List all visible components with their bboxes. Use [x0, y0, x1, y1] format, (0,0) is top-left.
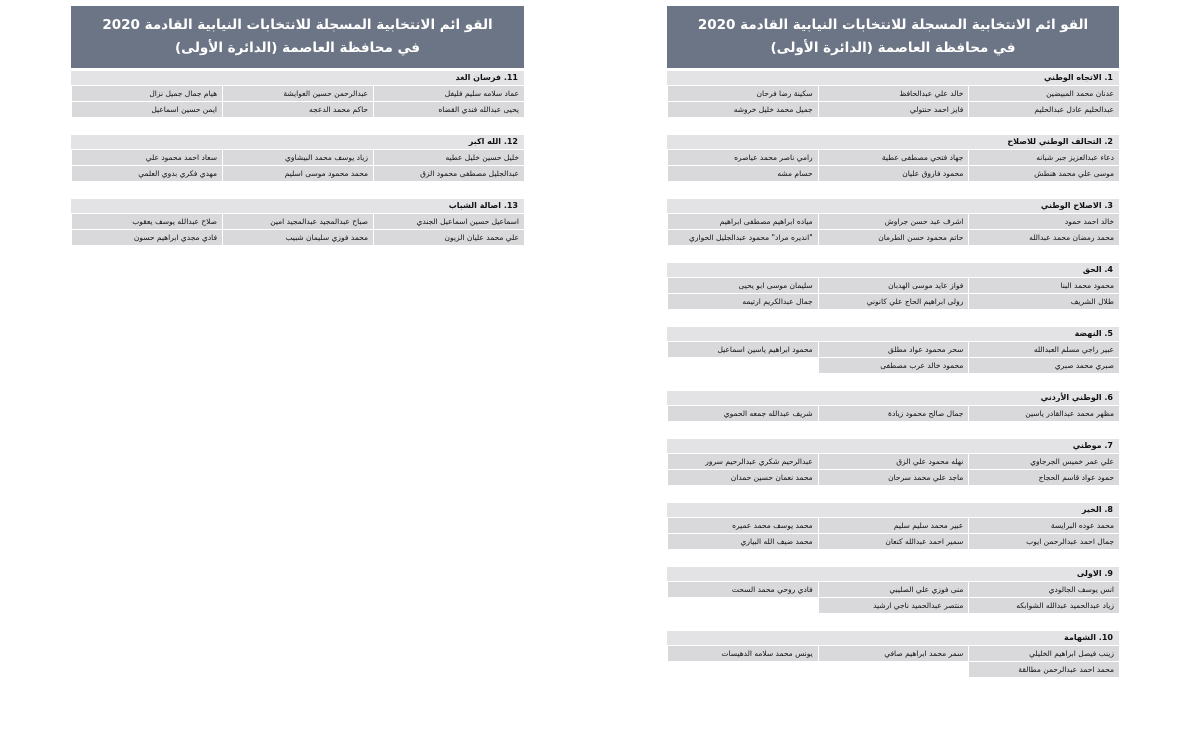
candidate-name-cell: شريف عبدالله جمعه الحموي: [667, 406, 818, 421]
candidate-name-cell: محمود خالد عرب مصطفى: [818, 358, 969, 373]
candidate-name-cell: يحيى عبدالله فندي القضاه: [373, 102, 524, 117]
candidate-name-cell: خليل حسين خليل عطيه: [373, 150, 524, 165]
list-title: 12. الله اكبر: [71, 135, 524, 150]
table-row: [667, 150, 1119, 166]
candidate-name-cell: صلاح عبدالله يوسف يعقوب: [71, 214, 222, 229]
candidate-name-cell: هيام جمال جميل نزال: [71, 86, 222, 101]
candidate-name-cell: محمود فاروق عليان: [818, 166, 969, 181]
candidate-name-cell: مياده ابراهيم مصطفى ابراهيم: [667, 214, 818, 229]
candidate-name-cell: محمد رمضان محمد عبدالله: [968, 230, 1119, 245]
list-title: 3. الاصلاح الوطني: [667, 199, 1119, 214]
candidate-name-cell: دعاء عبدالعزيز جبر شبانه: [968, 150, 1119, 165]
table-row: [667, 86, 1119, 102]
table-row: [667, 598, 1119, 614]
candidate-name-cell: فادي روحي محمد السحت: [667, 582, 818, 597]
candidate-name-cell: سكينة رضا فرحان: [667, 86, 818, 101]
candidate-name-cell: محمد محمود موسى اسليم: [222, 166, 373, 181]
panel-header: [71, 6, 524, 68]
candidate-name-cell: حاكم محمد الدعجه: [222, 102, 373, 117]
empty-cell: [667, 358, 818, 373]
candidate-name-cell: سعاد احمد محمود علي: [71, 150, 222, 165]
list-title: 11. فرسان الغد: [71, 71, 524, 86]
candidate-name-cell: عدنان محمد المبيضين: [968, 86, 1119, 101]
table-row: [667, 646, 1119, 662]
list-group: [667, 631, 1119, 678]
candidate-name-cell: خالد علي عبدالحافظ: [818, 86, 969, 101]
candidate-name-cell: جميل محمد خليل خروشه: [667, 102, 818, 117]
table-row: [71, 102, 524, 118]
candidate-name-cell: حاتم محمود حسن الطرمان: [818, 230, 969, 245]
list-group: [667, 391, 1119, 422]
candidate-name-cell: جمال صالح محمود زيادة: [818, 406, 969, 421]
list-group: [667, 439, 1119, 486]
list-title: 9. الاولى: [667, 567, 1119, 582]
candidate-name-cell: ايمن حسين اسماعيل: [71, 102, 222, 117]
candidate-name-cell: محمود محمد البنا: [968, 278, 1119, 293]
candidate-name-cell: سمير احمد عبدالله كنعان: [818, 534, 969, 549]
candidate-name-cell: عبدالرحمن حسين العوايشة: [222, 86, 373, 101]
list-title: 13. اصالة الشباب: [71, 199, 524, 214]
candidate-name-cell: ماجد علي محمد سرحان: [818, 470, 969, 485]
table-row: [667, 214, 1119, 230]
header-title-line1: القو ائم الانتخابية المسجلة للانتخابات النيابية القادمة 2020: [697, 17, 1089, 33]
candidate-name-cell: رولى ابراهيم الحاج علي كانوني: [818, 294, 969, 309]
table-row: [667, 534, 1119, 550]
table-row: [667, 230, 1119, 246]
candidate-name-cell: موسى علي محمد هنطش: [968, 166, 1119, 181]
candidate-name-cell: مظهر محمد عبدالقادر ياسين: [968, 406, 1119, 421]
list-title: 6. الوطني الأردني: [667, 391, 1119, 406]
list-group: [667, 135, 1119, 182]
candidate-name-cell: طلال الشريف: [968, 294, 1119, 309]
list-title: 5. النهضة: [667, 327, 1119, 342]
candidate-name-cell: محمود ابراهيم ياسين اسماعيل: [667, 342, 818, 357]
table-row: [667, 166, 1119, 182]
candidate-name-cell: اسماعيل حسين اسماعيل الجندي: [373, 214, 524, 229]
candidate-name-cell: انس يوسف الجالودي: [968, 582, 1119, 597]
candidate-name-cell: رامي ناصر محمد عياصره: [667, 150, 818, 165]
candidate-name-cell: عبدالحليم عادل عبدالحليم: [968, 102, 1119, 117]
candidate-name-cell: سمر محمد ابراهيم صافي: [818, 646, 969, 661]
list-group: [667, 71, 1119, 118]
panel-header: [667, 6, 1119, 68]
candidate-name-cell: سليمان موسى ابو يحيى: [667, 278, 818, 293]
table-row: [667, 454, 1119, 470]
candidate-name-cell: جمال عبدالكريم ارتيمه: [667, 294, 818, 309]
candidate-name-cell: فايز احمد حنتولي: [818, 102, 969, 117]
candidate-name-cell: زياد عبدالحميد عبدالله الشوابكه: [968, 598, 1119, 613]
candidate-name-cell: حمود عواد قاسم الحجاج: [968, 470, 1119, 485]
right-candidate-lists-panel: [667, 6, 1119, 695]
list-group: [667, 263, 1119, 310]
table-row: [667, 278, 1119, 294]
candidate-name-cell: نهله محمود علي الزق: [818, 454, 969, 469]
candidate-name-cell: عبير محمد سليم سليم: [818, 518, 969, 533]
candidate-name-cell: فادي مجدي ابراهيم حسون: [71, 230, 222, 245]
list-title: 1. الاتجاه الوطني: [667, 71, 1119, 86]
table-row: [667, 102, 1119, 118]
list-title: 7. موطني: [667, 439, 1119, 454]
table-row: [667, 358, 1119, 374]
table-row: [71, 214, 524, 230]
header-title-line2: في محافظة العاصمة (الدائرة الأولى): [770, 40, 1016, 56]
candidate-name-cell: خالد احمد حمود: [968, 214, 1119, 229]
left-candidate-lists-panel: [71, 6, 524, 263]
table-row: [667, 342, 1119, 358]
candidate-name-cell: محمد فوزي سليمان شبيب: [222, 230, 373, 245]
empty-cell: [667, 662, 818, 677]
candidate-name-cell: يونس محمد سلامه الدهيسات: [667, 646, 818, 661]
candidate-name-cell: محمد ضيف الله البياري: [667, 534, 818, 549]
empty-cell: [667, 598, 818, 613]
candidate-name-cell: سحر محمود عواد مطلق: [818, 342, 969, 357]
list-title: 2. التحالف الوطني للاصلاح: [667, 135, 1119, 150]
candidate-groups: [71, 71, 524, 246]
list-title: 10. الشهامة: [667, 631, 1119, 646]
candidate-name-cell: جمال احمد عبدالرحمن ايوب: [968, 534, 1119, 549]
header-title-line1: القو ائم الانتخابية المسجلة للانتخابات النيابية القادمة 2020: [102, 17, 493, 33]
list-group: [667, 327, 1119, 374]
candidate-name-cell: حسام مشه: [667, 166, 818, 181]
table-row: [667, 406, 1119, 422]
candidate-groups: [667, 71, 1119, 678]
candidate-name-cell: محمد نعمان حسين حمدان: [667, 470, 818, 485]
table-row: [71, 166, 524, 182]
candidate-name-cell: محمد يوسف محمد عميره: [667, 518, 818, 533]
table-row: [667, 662, 1119, 678]
table-row: [71, 150, 524, 166]
empty-cell: [818, 662, 969, 677]
candidate-name-cell: علي محمد عليان الزيون: [373, 230, 524, 245]
list-group: [667, 199, 1119, 246]
candidate-name-cell: جهاد فتحي مصطفى عطية: [818, 150, 969, 165]
table-row: [667, 518, 1119, 534]
candidate-name-cell: محمد عوده البرايسة: [968, 518, 1119, 533]
candidate-name-cell: منى فوزي علي الصليبي: [818, 582, 969, 597]
candidate-name-cell: اشرف عبد حسن جراوش: [818, 214, 969, 229]
candidate-name-cell: عماد سلامه سليم فليفل: [373, 86, 524, 101]
candidate-name-cell: مهدي فكري بدوي العلمي: [71, 166, 222, 181]
candidate-name-cell: علي عمر خميس الجرجاوي: [968, 454, 1119, 469]
list-title: 8. الخير: [667, 503, 1119, 518]
candidate-name-cell: منتصر عبدالحميد ناجي ارشيد: [818, 598, 969, 613]
list-group: [667, 503, 1119, 550]
candidate-name-cell: زياد يوسف محمد البيشاوي: [222, 150, 373, 165]
candidate-name-cell: صباح عبدالمجيد عبدالمجيد امين: [222, 214, 373, 229]
candidate-name-cell: "انديره مراد" محمود عبدالجليل الحواري: [667, 230, 818, 245]
table-row: [667, 294, 1119, 310]
candidate-name-cell: عبدالرحيم شكري عبدالرحيم سرور: [667, 454, 818, 469]
list-group: [667, 567, 1119, 614]
candidate-name-cell: عبدالجليل مصطفى محمود الزق: [373, 166, 524, 181]
table-row: [71, 230, 524, 246]
candidate-name-cell: صبري محمد صبري: [968, 358, 1119, 373]
candidate-name-cell: فواز عايد موسى الهدبان: [818, 278, 969, 293]
table-row: [71, 86, 524, 102]
candidate-name-cell: عبير راجي مسلم العبدالله: [968, 342, 1119, 357]
list-group: [71, 71, 524, 118]
candidate-name-cell: محمد احمد عبدالرحمن مطالقة: [968, 662, 1119, 677]
list-group: [71, 135, 524, 182]
table-row: [667, 582, 1119, 598]
header-title-line2: في محافظة العاصمة (الدائرة الأولى): [175, 40, 420, 56]
table-row: [667, 470, 1119, 486]
list-title: 4. الحق: [667, 263, 1119, 278]
candidate-name-cell: زينب فيصل ابراهيم الخليلي: [968, 646, 1119, 661]
list-group: [71, 199, 524, 246]
